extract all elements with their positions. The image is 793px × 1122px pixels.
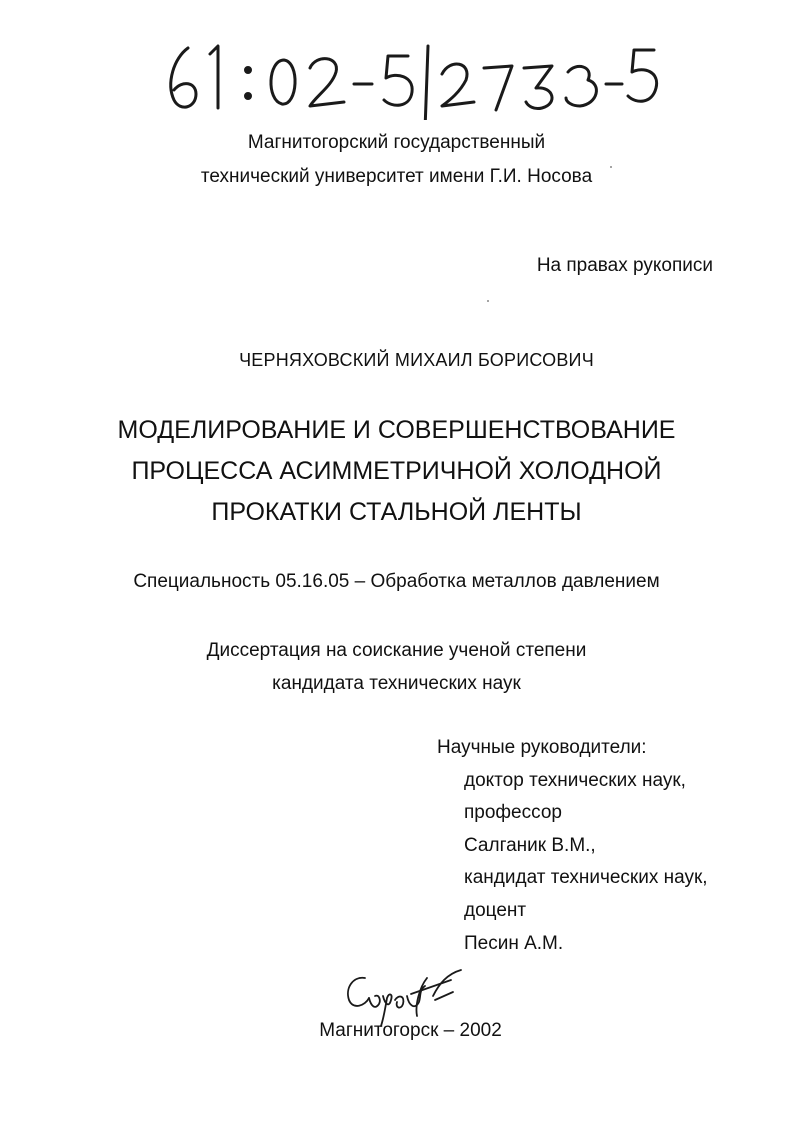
supervisors-block — [437, 732, 708, 960]
university-line-1: Магнитогорский государственный — [247, 132, 546, 153]
title-line-2: ПРОЦЕССА АСИММЕТРИЧНОЙ ХОЛОДНОЙ — [131, 457, 662, 485]
author-name: ЧЕРНЯХОВСКИЙ МИХАИЛ БОРИСОВИЧ — [239, 350, 594, 370]
scan-speck — [610, 166, 612, 168]
university-name — [0, 126, 793, 194]
city-year: Магнитогорск – 2002 — [319, 1020, 502, 1041]
supervisor-line: кандидат технических наук, — [464, 867, 708, 889]
dissertation-line-2: кандидата технических наук — [272, 673, 521, 694]
rights-note: На правах рукописи — [536, 255, 713, 276]
supervisor-line: доктор технических наук, — [464, 769, 686, 791]
supervisor-line: доцент — [464, 899, 527, 921]
supervisor-line: Песин А.М. — [464, 932, 564, 954]
title-line-3: ПРОКАТКИ СТАЛЬНОЙ ЛЕНТЫ — [211, 498, 582, 526]
handwritten-signature-icon — [335, 966, 467, 1028]
dissertation-title — [0, 410, 793, 533]
scan-speck — [487, 300, 489, 302]
supervisors-heading: Научные руководители: — [437, 737, 647, 758]
specialty: Специальность 05.16.05 – Обработка металлов давлением — [133, 571, 660, 592]
supervisor-line: профессор — [464, 802, 562, 824]
supervisor-line: Салганик В.М., — [464, 834, 596, 856]
university-line-2: технический университет имени Г.И. Носова — [200, 166, 593, 187]
handwritten-archive-code — [160, 38, 660, 120]
title-line-1: МОДЕЛИРОВАНИЕ И СОВЕРШЕНСТВОВАНИЕ — [117, 416, 676, 444]
dissertation-line-1: Диссертация на соискание ученой степени — [206, 640, 587, 661]
dissertation-degree — [0, 634, 793, 700]
